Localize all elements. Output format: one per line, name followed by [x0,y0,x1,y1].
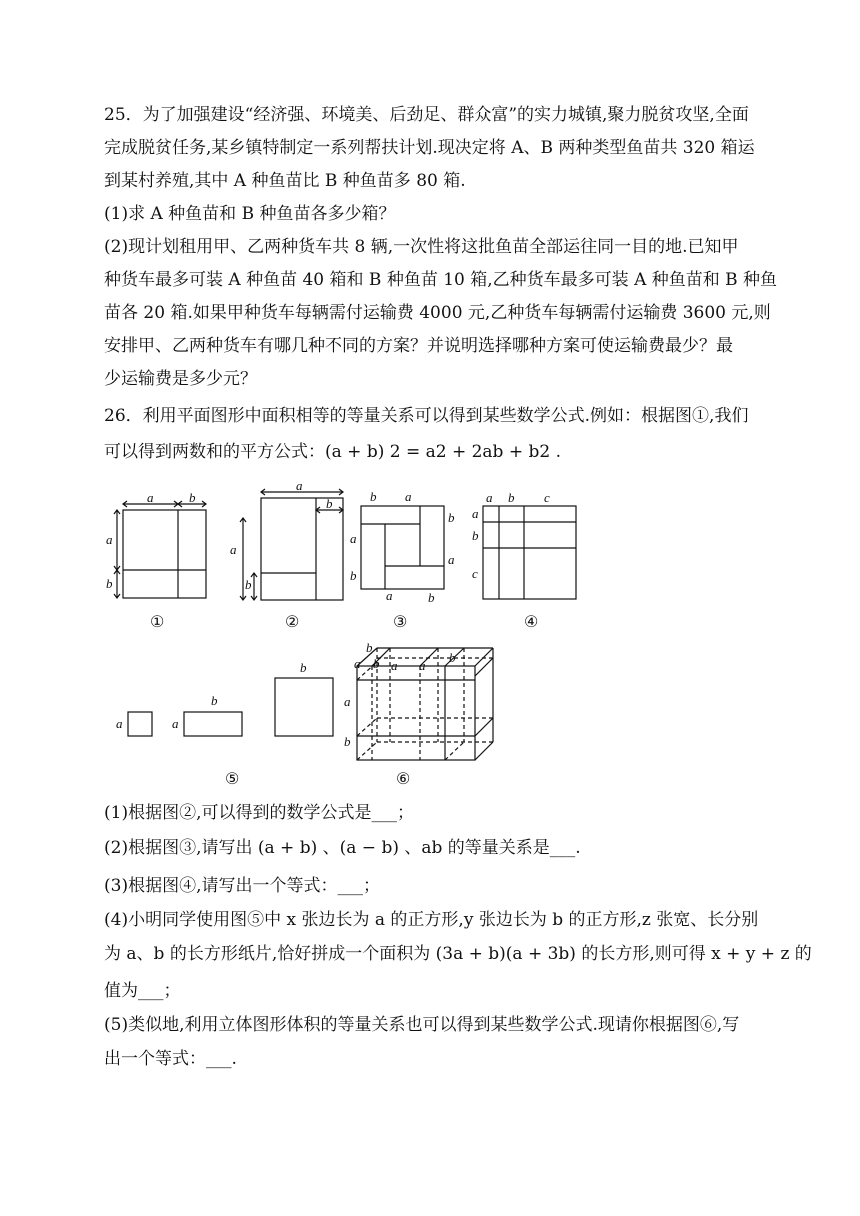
fig6-label-b-top: b [366,640,373,655]
q26-sub-5a: (5)类似地,利用立体图形体积的等量关系也可以得到某些数学公式.现请你根据图⑥,写 [104,1015,740,1035]
fig1-number: ① [150,614,165,631]
fig5-label-a-rect: a [172,716,179,731]
fig3-label-a-bottom: a [386,588,393,603]
fig2-label-b-left: b [245,577,252,592]
figure-6 [344,640,493,788]
q25-line-9: 少运输费是多少元？ [104,369,257,389]
fig4-label-c-left: c [472,566,478,581]
fig4-label-c-top: c [544,490,550,505]
q25-line-6: 种货车最多可装 A 种鱼苗 40 箱和 B 种鱼苗 10 箱,乙种货车最多可装 A 种鱼苗和 B 种鱼 [104,270,778,290]
fig4-number: ④ [524,614,539,631]
fig4-label-a-top: a [486,490,493,505]
fig5-label-b-square: b [300,660,307,675]
fig1-label-b-top: b [189,490,196,505]
fig3-label-a-top: a [405,489,412,504]
fig4-label-b-top: b [508,490,515,505]
fig5-label-b-rect: b [211,693,218,708]
q25-line-1: 25．为了加强建设“经济强、环境美、后劲足、群众富”的实力城镇,聚力脱贫攻坚,全面 [104,105,749,125]
fig2-label-a-left: a [230,542,237,557]
fig2-label-b-top: b [326,496,333,511]
fig5-number: ⑤ [225,771,240,788]
fig6-label-b-left: b [344,734,351,749]
fig3-label-a-left: a [350,531,357,546]
q26-sub-5b: 出一个等式：___. [104,1049,237,1069]
fig6-label-a-top: a [354,656,361,671]
fig6-label-a-left: a [344,694,351,709]
fig1-label-b-left: b [106,576,113,591]
q26-sub-4b: 为 a、b 的长方形纸片,恰好拼成一个面积为 (3a + b)(a + 3b) 的长方形,则可得 x + y + z 的 [104,944,812,964]
fig3-label-b-right1: b [448,510,455,525]
q25-line-3: 到某村养殖,其中 A 种鱼苗比 B 种鱼苗多 80 箱. [104,171,466,191]
fig3-label-b-left: b [350,568,357,583]
figure-5 [116,660,333,788]
fig6-label-b-top2: b [373,656,380,671]
fig3-label-a-right: a [448,552,455,567]
q25-line-8: 安排甲、乙两种货车有哪几种不同的方案？并说明选择哪种方案可使运输费最少？最 [104,336,733,356]
q25-line-5: (2)现计划租用甲、乙两种货车共 8 辆,一次性将这批鱼苗全部运往同一目的地.已知甲 [104,237,739,257]
q26-sub-4c: 值为___； [104,981,181,1001]
q25-line-7: 苗各 20 箱.如果甲种货车每辆需付运输费 4000 元,乙种货车每辆需付运输费 3600 元,则 [104,303,771,323]
q25-line-2: 完成脱贫任务,某乡镇特制定一系列帮扶计划.现决定将 A、B 两种类型鱼苗共 320 箱运 [104,138,755,158]
fig3-label-b-bottom: b [428,590,435,605]
fig3-number: ③ [393,614,408,631]
fig6-number: ⑥ [396,771,411,788]
q26-sub-1: (1)根据图②,可以得到的数学公式是___； [104,803,414,823]
fig6-label-a-front2: a [419,658,426,673]
fig2-number: ② [285,614,300,631]
fig2-label-a-top: a [296,478,303,493]
q26-line-2: 可以得到两数和的平方公式：(a + b) 2 = a2 + 2ab + b2 . [104,442,561,462]
fig1-label-a-left: a [106,532,113,547]
fig6-label-a-front1: a [391,658,398,673]
q26-line-1: 26．利用平面图形中面积相等的等量关系可以得到某些数学公式.例如：根据图①,我们 [104,406,749,426]
figure-4 [472,490,576,631]
fig4-label-b-left: b [472,528,479,543]
figure-3 [350,489,455,631]
fig3-label-b-top: b [370,489,377,504]
figures [0,478,860,798]
figure-1 [106,490,206,631]
q26-sub-2: (2)根据图③,请写出 (a + b) 、(a − b) 、ab 的等量关系是___. [104,838,581,858]
fig5-label-a-square: a [116,716,123,731]
fig1-label-a-top: a [147,490,154,505]
fig6-label-b-front3: b [449,650,456,665]
figure-2 [230,478,343,631]
fig4-label-a-left: a [472,506,479,521]
q26-sub-4a: (4)小明同学使用图⑤中 x 张边长为 a 的正方形,y 张边长为 b 的正方形,z 张宽、长分别 [104,910,759,930]
q26-sub-3: (3)根据图④,请写出一个等式：___； [104,876,380,896]
q25-line-4: (1)求 A 种鱼苗和 B 种鱼苗各多少箱？ [104,204,396,224]
